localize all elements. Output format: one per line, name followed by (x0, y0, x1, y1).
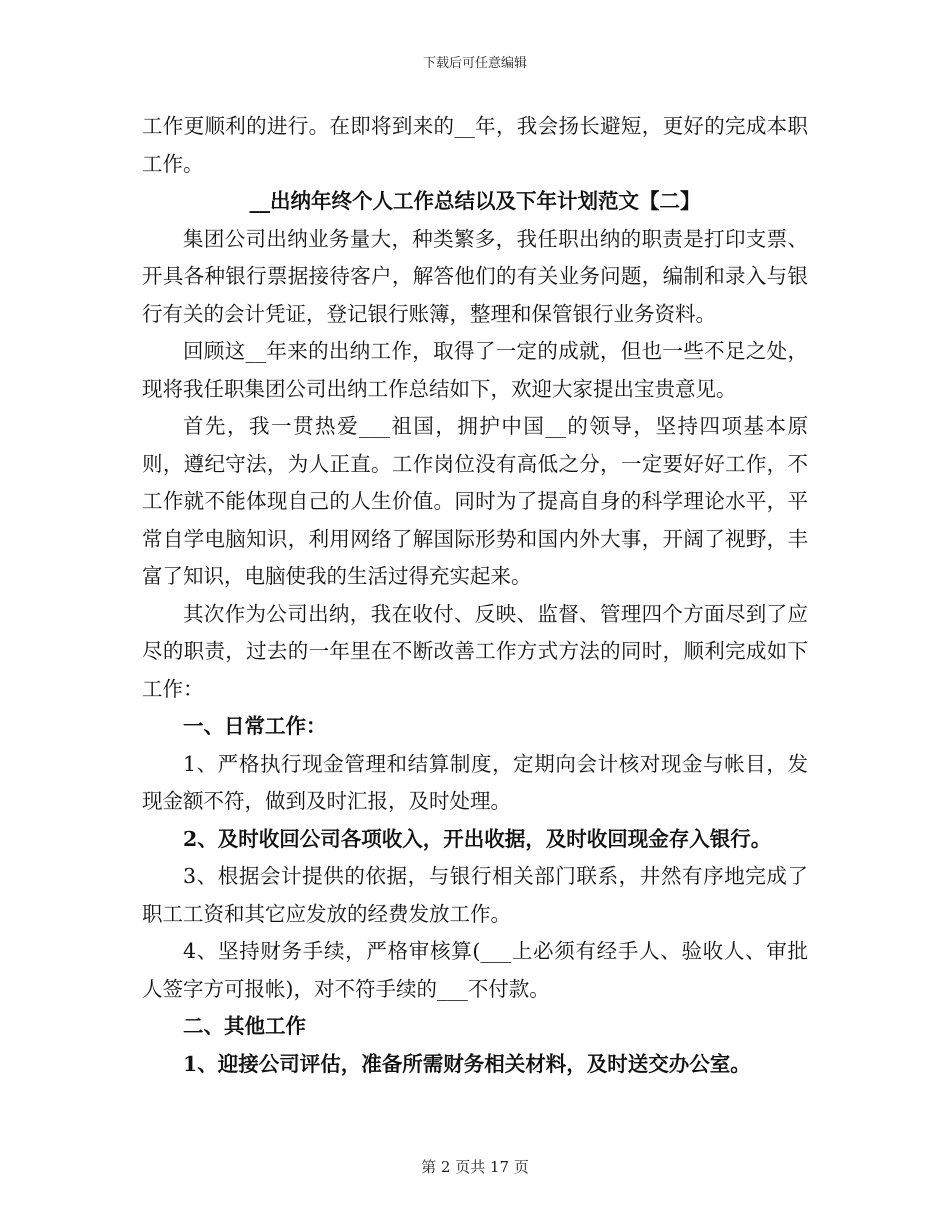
list-item-1: 1、严格执行现金管理和结算制度，定期向会计核对现金与帐目，发现金额不符，做到及时汇报，及时处理。 (142, 751, 808, 813)
document-body (142, 108, 808, 1083)
paragraph-second: 其次作为公司出纳，我在收付、反映、监督、管理四个方面尽到了应尽的职责，过去的一年里在不断改善工作方式方法的同时，顺利完成如下工作： (142, 601, 808, 701)
heading-other-work: 二、其他工作 (183, 1014, 306, 1038)
paragraph-first: 首先，我一贯热爱___祖国，拥护中国__的领导，坚持四项基本原则，遵纪守法，为人正直。工作岗位没有高低之分，一定要好好工作，不工作就不能体现自己的人生价值。同时为了提高自身的科学理论水平，平常自学电脑知识，利用网络了解国际形势和国内外大事，开阔了视野，丰富了知识，电脑使我的生活过得充实起来。 (142, 414, 808, 588)
paragraph-review: 回顾这__年来的出纳工作，取得了一定的成就，但也一些不足之处，现将我任职集团公司出纳工作总结如下，欢迎大家提出宝贵意见。 (142, 339, 808, 401)
page-footer: 第 2 页共 17 页 (421, 1158, 529, 1176)
heading-daily-work: 一、日常工作： (183, 714, 327, 738)
page-header: 下载后可任意编辑 (422, 56, 527, 71)
section-title: __出纳年终个人工作总结以及下年计划范文【二】 (249, 189, 701, 213)
other-item-1: 1、迎接公司评估，准备所需财务相关材料，及时送交办公室。 (183, 1051, 751, 1076)
list-item-3: 3、根据会计提供的依据，与银行相关部门联系，井然有序地完成了职工工资和其它应发放的经费发放工作。 (142, 864, 808, 926)
list-item-4: 4、坚持财务手续，严格审核算(___上必须有经手人、验收人、审批人签字方可报帐)，对不符手续的___不付款。 (142, 939, 808, 1001)
paragraph-duties: 集团公司出纳业务量大，种类繁多，我任职出纳的职责是打印支票、开具各种银行票据接待客户，解答他们的有关业务问题，编制和录入与银行有关的会计凭证，登记银行账簿，整理和保管银行业务资料。 (142, 226, 808, 326)
continuation-paragraph: 工作更顺利的进行。在即将到来的__年，我会扬长避短，更好的完成本职工作。 (142, 114, 808, 176)
list-item-2: 2、及时收回公司各项收入，开出收据，及时收回现金存入银行。 (183, 826, 772, 851)
